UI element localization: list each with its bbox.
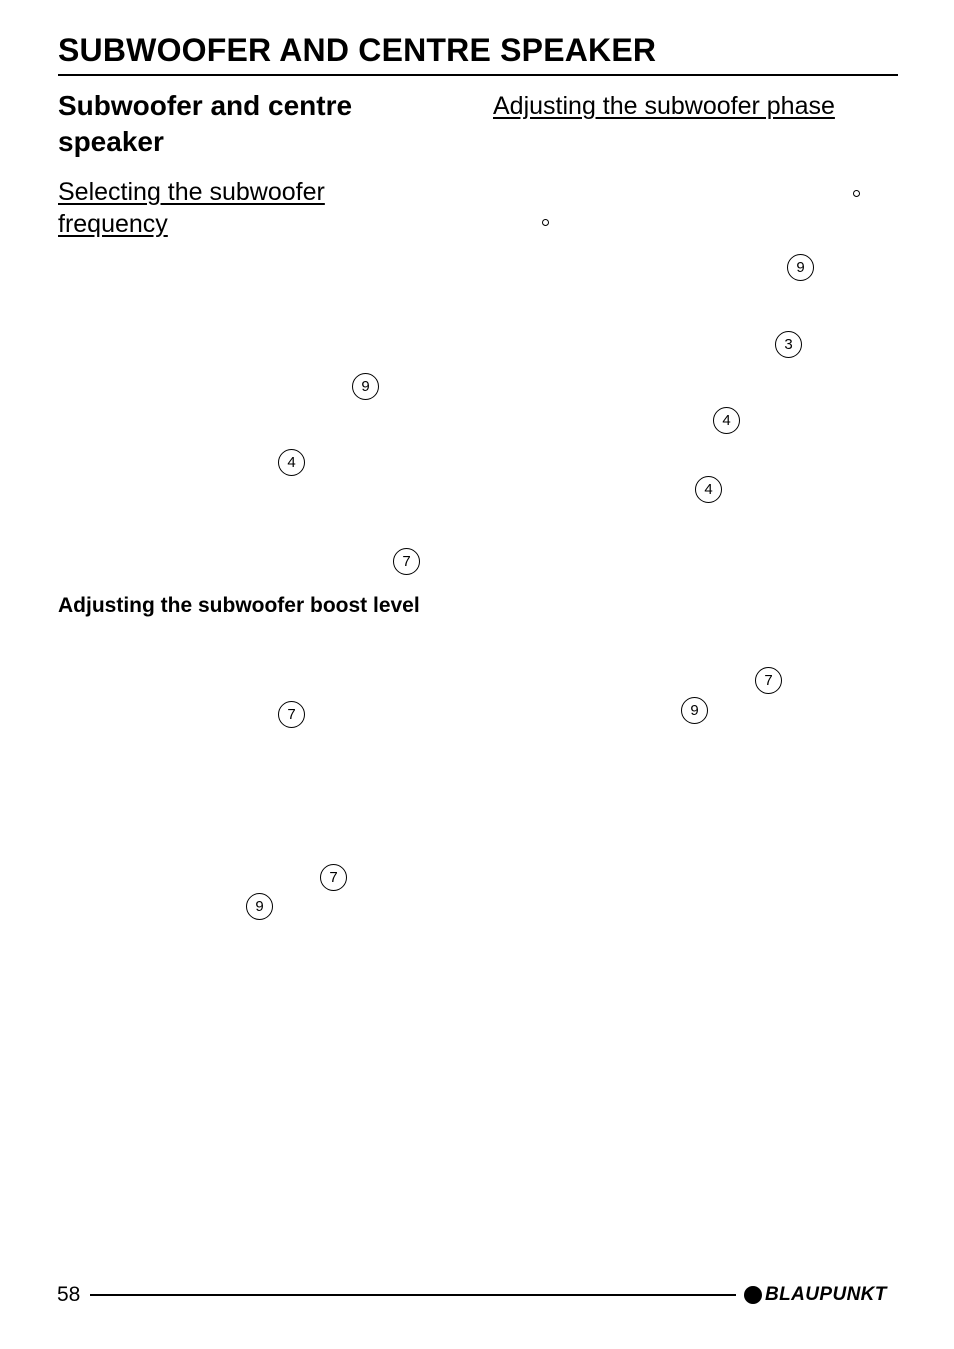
phase-heading: Adjusting the subwoofer phase — [493, 92, 835, 120]
degree-symbol — [542, 219, 549, 226]
degree-symbol — [853, 190, 860, 197]
key-symbol-4: 4 — [278, 449, 305, 476]
key-symbol-3: 3 — [775, 331, 802, 358]
title-divider — [58, 74, 898, 76]
boost-heading: Adjusting the subwoofer boost level — [58, 594, 420, 617]
key-symbol-4: 4 — [695, 476, 722, 503]
brand-logo — [744, 1284, 887, 1306]
key-symbol-7: 7 — [278, 701, 305, 728]
key-symbol-9: 9 — [246, 893, 273, 920]
key-symbol-9: 9 — [352, 373, 379, 400]
page-title: SUBWOOFER AND CENTRE SPEAKER — [58, 32, 657, 68]
key-symbol-9: 9 — [681, 697, 708, 724]
key-symbol-9: 9 — [787, 254, 814, 281]
key-symbol-7: 7 — [393, 548, 420, 575]
key-symbol-7: 7 — [320, 864, 347, 891]
footer-divider — [90, 1294, 736, 1296]
brand-name: BLAUPUNKT — [765, 1284, 887, 1305]
section-title: Subwoofer and centre speaker — [58, 90, 353, 157]
frequency-heading: Selecting the subwoofer frequency — [58, 178, 325, 238]
page-number: 58 — [57, 1283, 81, 1306]
logo-dot-icon — [744, 1286, 762, 1304]
key-symbol-4: 4 — [713, 407, 740, 434]
key-symbol-7: 7 — [755, 667, 782, 694]
